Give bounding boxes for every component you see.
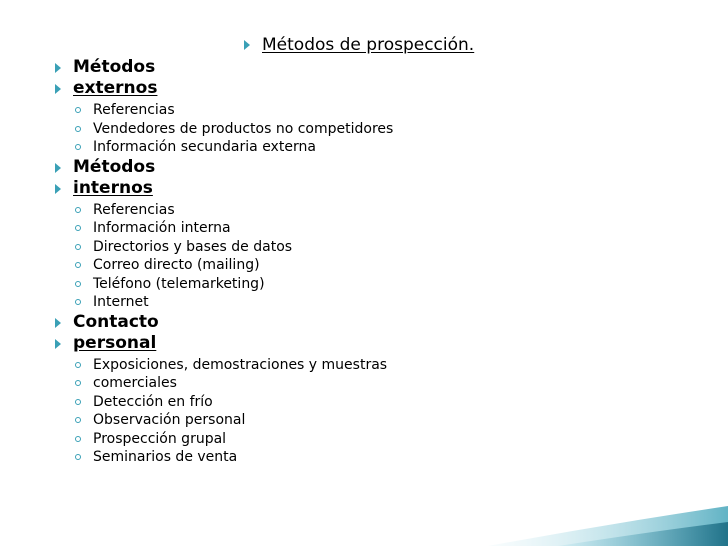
ring-bullet-icon [75,454,81,460]
section-heading-text: Métodos [73,156,156,177]
ring-bullet-icon [75,436,81,442]
list-item-text: Referencias [93,201,175,218]
bullet-arrow-icon [55,318,61,328]
list-item [75,219,600,238]
list-item [75,293,600,312]
ring-bullet-icon [75,126,81,132]
list-item-text: Información interna [93,220,231,236]
list-item [75,138,600,157]
ring-bullet-icon [75,362,81,368]
list-item-text: Referencias [93,102,175,118]
section-heading-text: Contacto [73,311,159,332]
section-heading-line [55,78,600,99]
section-heading-text: Métodos [73,57,156,77]
section-heading-line [55,178,600,199]
list-item [75,356,600,375]
section-heading-text: personal [73,332,157,353]
ring-bullet-icon [75,107,81,113]
bullet-arrow-icon [55,339,61,349]
list-item-text: Detección en frío [93,393,213,410]
list-item [75,256,600,275]
list-item [75,101,600,120]
bullet-arrow-icon [55,184,61,194]
ring-bullet-icon [75,380,81,386]
list-item-text: Seminarios de venta [93,449,238,465]
list-item-text: Directorios y bases de datos [93,238,293,255]
list-item [75,411,600,430]
section-heading-text: externos [73,78,158,98]
section-heading-line [55,57,600,78]
list-item [75,120,600,139]
list-item [75,374,600,393]
ring-bullet-icon [75,299,81,305]
ring-bullet-icon [75,207,81,213]
slide-title: Métodos de prospección. [262,35,475,55]
ring-bullet-icon [75,262,81,268]
section-heading-text: internos [73,177,153,198]
list-item-text: Internet [93,294,149,310]
title-bullet-arrow-icon [244,40,250,50]
list-item [75,201,600,220]
decorative-swoosh [428,486,728,546]
list-item-text: comerciales [93,375,177,391]
list-item-text: Información secundaria externa [93,139,316,155]
list-item [75,430,600,449]
bullet-arrow-icon [55,163,61,173]
ring-bullet-icon [75,244,81,250]
list-item-text: Correo directo (mailing) [93,257,260,273]
list-item-text: Observación personal [93,412,246,428]
list-item-text: Exposiciones, demostraciones y muestras [93,356,388,373]
ring-bullet-icon [75,399,81,405]
section-heading-line [55,312,600,333]
ring-bullet-icon [75,225,81,231]
list-item [75,275,600,294]
list-item-text: Teléfono (telemarketing) [93,275,265,292]
ring-bullet-icon [75,417,81,423]
list-item [75,448,600,467]
list-item [75,393,600,412]
section-heading-line [55,333,600,354]
ring-bullet-icon [75,144,81,150]
list-item-text: Vendedores de productos no competidores [93,120,394,137]
ring-bullet-icon [75,281,81,287]
list-item-text: Prospección grupal [93,430,227,447]
section-heading-line [55,157,600,178]
bullet-arrow-icon [55,63,61,73]
bullet-list [0,57,600,467]
bullet-arrow-icon [55,84,61,94]
list-item [75,238,600,257]
